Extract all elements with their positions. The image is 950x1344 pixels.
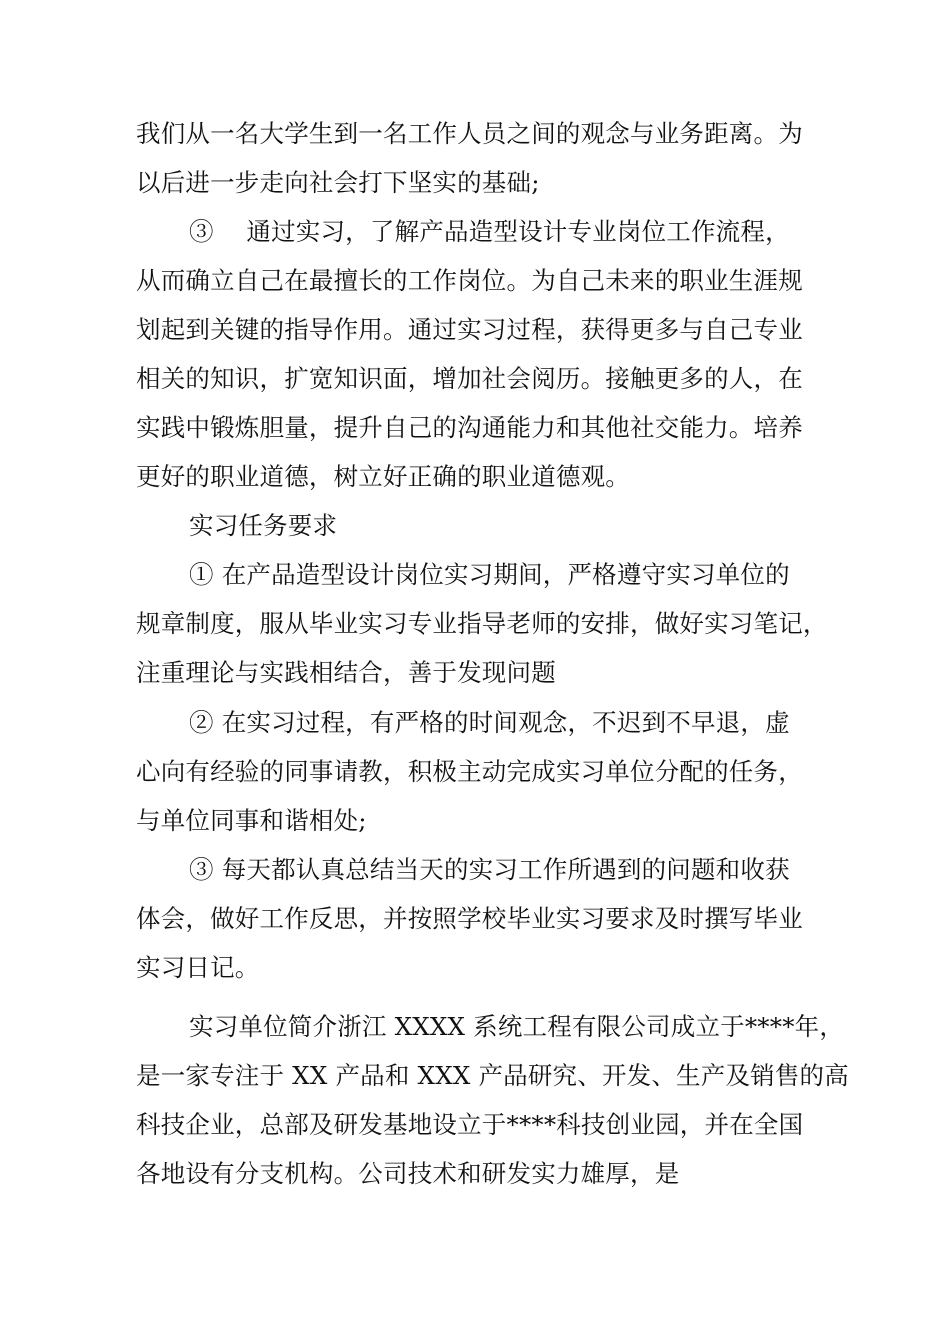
text-line: 体会，做好工作反思，并按照学校毕业实习要求及时撰写毕业: [136, 904, 803, 933]
text-line: 实习单位简介浙江 XXXX 系统工程有限公司成立于****年，: [189, 1012, 845, 1041]
text-line: 是一家专注于 XX 产品和 XXX 产品研究、开发、生产及销售的高: [136, 1061, 849, 1090]
text-line: ② 在实习过程，有严格的时间观念，不迟到不早退，虚: [189, 708, 790, 737]
section-heading: 实习任务要求: [189, 511, 338, 540]
text-line: 从而确立自己在最擅长的工作岗位。为自己未来的职业生涯规: [136, 266, 803, 295]
text-line: 实践中锻炼胆量，提升自己的沟通能力和其他社交能力。培养: [136, 413, 803, 442]
text-line: ③ 每天都认真总结当天的实习工作所遇到的问题和收获: [189, 855, 790, 884]
text-line: 科技企业，总部及研发基地设立于****科技创业园，并在全国: [136, 1110, 804, 1139]
text-line: ③ 通过实习，了解产品造型设计专业岗位工作流程，: [189, 217, 790, 246]
text-line: 实习日记。: [136, 953, 260, 982]
text-line: 各地设有分支机构。公司技术和研发实力雄厚，是: [136, 1159, 680, 1188]
text-line: 划起到关键的指导作用。通过实习过程，获得更多与自己专业: [136, 315, 803, 344]
text-line: 我们从一名大学生到一名工作人员之间的观念与业务距离。为: [136, 119, 803, 148]
text-line: 规章制度，服从毕业实习专业指导老师的安排，做好实习笔记，: [136, 609, 828, 638]
text-line: 以后进一步走向社会打下坚实的基础;: [136, 168, 540, 197]
text-line: 相关的知识，扩宽知识面，增加社会阅历。接触更多的人，在: [136, 364, 803, 393]
text-line: 注重理论与实践相结合，善于发现问题: [136, 658, 556, 687]
text-line: ① 在产品造型设计岗位实习期间，严格遵守实习单位的: [189, 560, 790, 589]
text-line: 更好的职业道德，树立好正确的职业道德观。: [136, 462, 630, 491]
text-line: 与单位同事和谐相处;: [136, 806, 367, 835]
text-line: 心向有经验的同事请教，积极主动完成实习单位分配的任务，: [136, 757, 803, 786]
